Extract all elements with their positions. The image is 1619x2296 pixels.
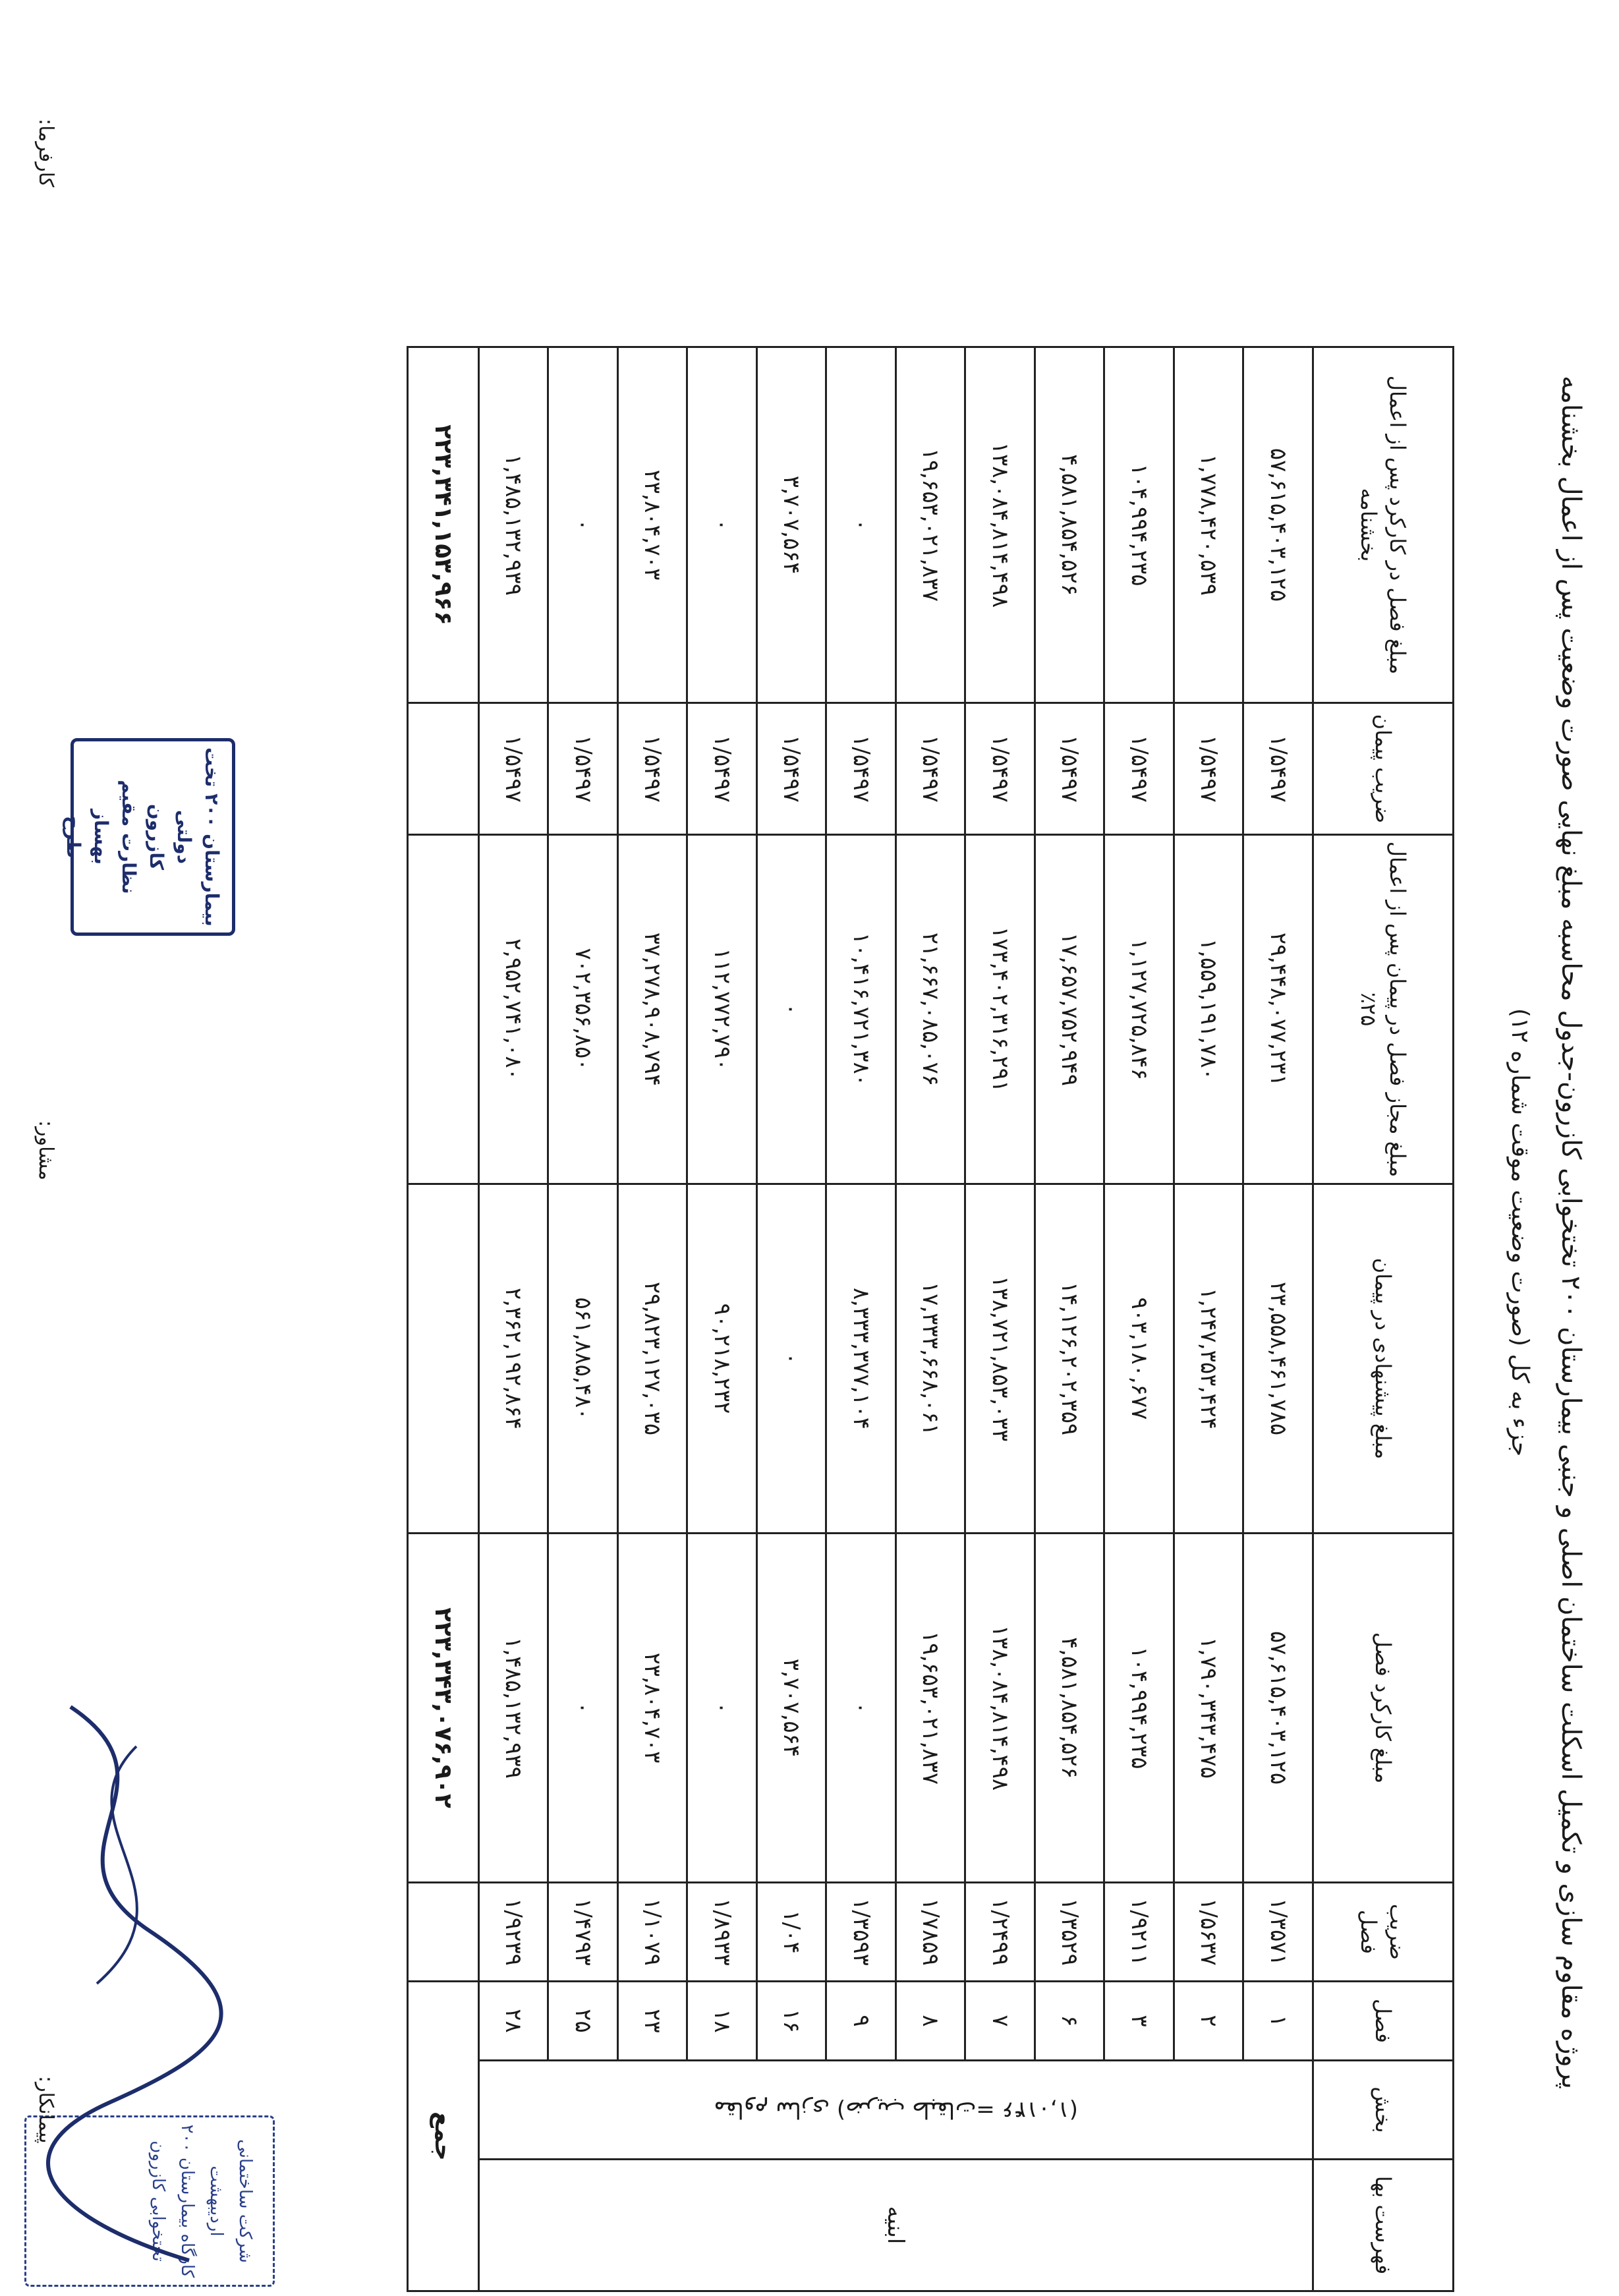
price-list-cell: ابنیه bbox=[478, 2160, 1313, 2291]
cell-proposed: ۲۳,۵۵۸,۴۶۱,۷۸۵ bbox=[1243, 1184, 1313, 1534]
document-subtitle: جزء به کل (صورت وضعیت موقت شماره ۱۲) bbox=[1506, 1008, 1533, 1457]
table-row bbox=[1035, 347, 1104, 2291]
table-row bbox=[687, 347, 757, 2291]
cell-after: ۱,۷۷۸,۴۲۰,۵۳۹ bbox=[1174, 347, 1243, 703]
cell-chapter: ۶ bbox=[1035, 1982, 1104, 2061]
total-row bbox=[408, 347, 479, 2291]
cell-contract-coef: ۱/۵۴۹۷ bbox=[617, 703, 687, 835]
header-allowed: مبلغ مجاز فصل در پیمان پس از اعمال ۲۵٪ bbox=[1313, 835, 1453, 1184]
cell-work: ۴,۵۸۱,۸۵۴,۵۲۶ bbox=[1035, 1534, 1104, 1883]
company-stamp: شرکت ساختمانی اردیبهشت کارگاه بیمارستان ۲۰۰ تختخوابی کازرون bbox=[24, 2115, 275, 2287]
cell-allowed: ۱۰,۴۱۶,۷۲۱,۳۸۰ bbox=[826, 835, 896, 1184]
footer-consultant: مشاور: bbox=[34, 1120, 57, 1181]
cell-contract-coef: ۱/۵۴۹۷ bbox=[965, 703, 1035, 835]
document-title: پروژه مقاوم سازی و تکمیل اسکلت ساختمان اصلی و جنبی بیمارستان ۲۰۰ تختخوابی کازرون-جدول محاسبه مبلغ نهایی صورت وضعیت پس از اعمال بخشنامه bbox=[1556, 376, 1586, 2089]
footer-contractor: پیمانکار: bbox=[34, 2076, 57, 2144]
cell-proposed: ۱۴,۱۲۶,۲۰۲,۳۵۹ bbox=[1035, 1184, 1104, 1534]
cell-coef: ۱/۲۴۹۹ bbox=[965, 1883, 1035, 1982]
cell-contract-coef: ۱/۵۴۹۷ bbox=[1104, 703, 1174, 835]
header-contract-coef: ضریب پیمان bbox=[1313, 703, 1453, 835]
cell-chapter: ۲۵ bbox=[548, 1982, 618, 2061]
cell-allowed: ۲,۹۵۲,۷۴۱,۰۸۰ bbox=[478, 835, 548, 1184]
cell-coef: ۱/۰۴ bbox=[756, 1883, 826, 1982]
header-chapter-work: مبلغ کارکرد فصل bbox=[1313, 1534, 1453, 1883]
table-row bbox=[826, 347, 896, 2291]
cell-allowed: ۱,۱۲۷,۷۲۵,۸۴۶ bbox=[1104, 835, 1174, 1184]
cell-allowed: ۲۹,۴۴۸,۰۷۷,۲۳۱ bbox=[1243, 835, 1313, 1184]
cell-chapter: ۸ bbox=[895, 1982, 965, 2061]
cell-chapter: ۱۸ bbox=[687, 1982, 757, 2061]
cell-contract-coef: ۱/۵۴۹۷ bbox=[756, 703, 826, 835]
cell-proposed: ۹۰۳,۱۸۰,۶۷۷ bbox=[1104, 1184, 1174, 1534]
table-row bbox=[1174, 347, 1243, 2291]
cell-contract-coef: ۱/۵۴۹۷ bbox=[687, 703, 757, 835]
cell-work: ۳,۷۰۷,۵۶۴ bbox=[756, 1534, 826, 1883]
cell-after: ۰ bbox=[548, 347, 618, 703]
cell-contract-coef: ۱/۵۴۹۷ bbox=[895, 703, 965, 835]
cell-after: ۵۷,۶۱۵,۴۰۳,۱۲۵ bbox=[1243, 347, 1313, 703]
cell-allowed: ۱۷,۶۵۷,۷۵۲,۹۴۹ bbox=[1035, 835, 1104, 1184]
cell-proposed: ۹۰,۲۱۸,۲۳۲ bbox=[687, 1184, 757, 1534]
cell-chapter: ۷ bbox=[965, 1982, 1035, 2061]
cell-chapter: ۲۸ bbox=[478, 1982, 548, 2061]
table-row bbox=[1243, 347, 1313, 2291]
cell-proposed: ۱۷,۳۳۳,۶۶۸,۰۶۱ bbox=[895, 1184, 965, 1534]
cell-after: ۱۹,۶۵۳,۰۲۱,۸۳۷ bbox=[895, 347, 965, 703]
cell-work: ۱۳۸,۰۸۴,۸۱۴,۴۹۸ bbox=[965, 1534, 1035, 1883]
cell-coef: ۱/۹۲۳۹ bbox=[478, 1883, 548, 1982]
footer-employer: کارفرما: bbox=[34, 119, 57, 188]
cell-work: ۵۷,۶۱۵,۴۰۳,۱۲۵ bbox=[1243, 1534, 1313, 1883]
total-label: جمع bbox=[408, 1982, 479, 2291]
cell-proposed: ۵۶۱,۸۸۵,۴۸۰ bbox=[548, 1184, 618, 1534]
cell-proposed: ۰ bbox=[756, 1184, 826, 1534]
cell-chapter: ۲ bbox=[1174, 1982, 1243, 2061]
cell-coef: ۱/۸۹۳۳ bbox=[687, 1883, 757, 1982]
cell-after: ۰ bbox=[826, 347, 896, 703]
cell-after: ۳,۷۰۷,۵۶۴ bbox=[756, 347, 826, 703]
cell-after: ۲۳,۸۰۴,۷۰۳ bbox=[617, 347, 687, 703]
table-row bbox=[756, 347, 826, 2291]
cell-allowed: ۳۷,۲۷۸,۹۰۸,۷۹۴ bbox=[617, 835, 687, 1184]
cell-work: ۱,۷۹۰,۳۴۳,۴۷۵ bbox=[1174, 1534, 1243, 1883]
header-price-list: فهرست بها bbox=[1313, 2160, 1453, 2291]
header-section: بخش bbox=[1313, 2061, 1453, 2160]
cell-allowed: ۱,۵۵۹,۱۹۱,۷۸۰ bbox=[1174, 835, 1243, 1184]
header-chapter-coef: ضریب فصل bbox=[1313, 1883, 1453, 1982]
header-after-circular: مبلغ فصل در کارکرد پس از اعمال بخشنامه bbox=[1313, 347, 1453, 703]
cell-after: ۰ bbox=[687, 347, 757, 703]
total-empty-coef bbox=[408, 1883, 479, 1982]
cell-allowed: ۷۰۲,۳۵۶,۸۵۰ bbox=[548, 835, 618, 1184]
cell-contract-coef: ۱/۵۴۹۷ bbox=[548, 703, 618, 835]
cell-coef: ۱/۹۲۱۱ bbox=[1104, 1883, 1174, 1982]
header-row bbox=[1313, 347, 1453, 2291]
table-body bbox=[478, 347, 1313, 2291]
cell-chapter: ۱۶ bbox=[756, 1982, 826, 2061]
cell-coef: ۱/۱۰۷۹ bbox=[617, 1883, 687, 1982]
cell-work: ۰ bbox=[826, 1534, 896, 1883]
cell-allowed: ۱۱۲,۷۷۲,۷۹۰ bbox=[687, 835, 757, 1184]
cell-work: ۰ bbox=[687, 1534, 757, 1883]
cell-chapter: ۲۳ bbox=[617, 1982, 687, 2061]
table-row bbox=[965, 347, 1035, 2291]
cell-contract-coef: ۱/۵۴۹۷ bbox=[1243, 703, 1313, 835]
cell-contract-coef: ۱/۵۴۹۷ bbox=[1035, 703, 1104, 835]
header-proposed: مبلغ پیشنهادی در پیمان bbox=[1313, 1184, 1453, 1534]
calculation-table bbox=[407, 346, 1454, 2292]
cell-after: ۱۳۸,۰۸۴,۸۱۴,۴۹۸ bbox=[965, 347, 1035, 703]
cell-after: ۱۰۴,۹۹۴,۲۳۵ bbox=[1104, 347, 1174, 703]
total-after: ۲۲۳,۳۴۱,۱۵۳,۹۶۶ bbox=[408, 347, 479, 703]
cell-coef: ۱/۵۶۳۷ bbox=[1174, 1883, 1243, 1982]
cell-work: ۲۳,۸۰۴,۷۰۳ bbox=[617, 1534, 687, 1883]
handwritten-signature bbox=[18, 1680, 268, 2274]
cell-contract-coef: ۱/۵۴۹۷ bbox=[1174, 703, 1243, 835]
section-cell: مقاوم سازی (ضریب طبقات= ۱,۰۱۴۶) bbox=[478, 2061, 1313, 2160]
table-row bbox=[1104, 347, 1174, 2291]
cell-coef: ۱/۴۷۹۳ bbox=[548, 1883, 618, 1982]
cell-contract-coef: ۱/۵۴۹۷ bbox=[478, 703, 548, 835]
cell-proposed: ۱,۲۴۷,۳۵۳,۴۲۴ bbox=[1174, 1184, 1243, 1534]
cell-chapter: ۹ bbox=[826, 1982, 896, 2061]
table-row bbox=[617, 347, 687, 2291]
cell-proposed: ۱۳۸,۷۲۱,۸۵۳,۰۳۳ bbox=[965, 1184, 1035, 1534]
cell-coef: ۱/۳۵۹۳ bbox=[826, 1883, 896, 1982]
header-chapter: فصل bbox=[1313, 1982, 1453, 2061]
cell-allowed: ۰ bbox=[756, 835, 826, 1184]
cell-coef: ۱/۷۸۵۹ bbox=[895, 1883, 965, 1982]
cell-proposed: ۲۹,۸۲۳,۱۲۷,۰۳۵ bbox=[617, 1184, 687, 1534]
cell-contract-coef: ۱/۵۴۹۷ bbox=[826, 703, 896, 835]
table-row bbox=[548, 347, 618, 2291]
total-empty-allowed bbox=[408, 835, 479, 1184]
table-row bbox=[895, 347, 965, 2291]
cell-coef: ۱/۳۵۷۱ bbox=[1243, 1883, 1313, 1982]
supervision-stamp: بیمارستان ۲۰۰ تخت دولتی کازرون نظارت مقیم بهساز طرح bbox=[71, 738, 235, 936]
cell-proposed: ۲,۳۶۲,۱۹۲,۸۶۴ bbox=[478, 1184, 548, 1534]
cell-work: ۰ bbox=[548, 1534, 618, 1883]
cell-coef: ۱/۳۵۲۹ bbox=[1035, 1883, 1104, 1982]
total-empty-proposed bbox=[408, 1184, 479, 1534]
cell-chapter: ۱ bbox=[1243, 1982, 1313, 2061]
cell-work: ۱۰۴,۹۹۴,۲۳۵ bbox=[1104, 1534, 1174, 1883]
cell-after: ۱,۴۸۵,۱۳۲,۹۳۹ bbox=[478, 347, 548, 703]
cell-work: ۱,۴۸۵,۱۳۲,۹۳۹ bbox=[478, 1534, 548, 1883]
cell-work: ۱۹,۶۵۳,۰۲۱,۸۳۷ bbox=[895, 1534, 965, 1883]
cell-allowed: ۲۱,۶۶۷,۰۸۵,۰۷۶ bbox=[895, 835, 965, 1184]
table-row bbox=[478, 347, 548, 2291]
cell-allowed: ۱۷۳,۴۰۲,۳۱۶,۲۹۱ bbox=[965, 835, 1035, 1184]
total-empty-contract-coef bbox=[408, 703, 479, 835]
cell-chapter: ۳ bbox=[1104, 1982, 1174, 2061]
cell-after: ۴,۵۸۱,۸۵۴,۵۲۶ bbox=[1035, 347, 1104, 703]
total-work: ۲۲۳,۳۴۳,۰۷۶,۹۰۲ bbox=[408, 1534, 479, 1883]
cell-proposed: ۸,۳۳۳,۳۷۷,۱۰۴ bbox=[826, 1184, 896, 1534]
